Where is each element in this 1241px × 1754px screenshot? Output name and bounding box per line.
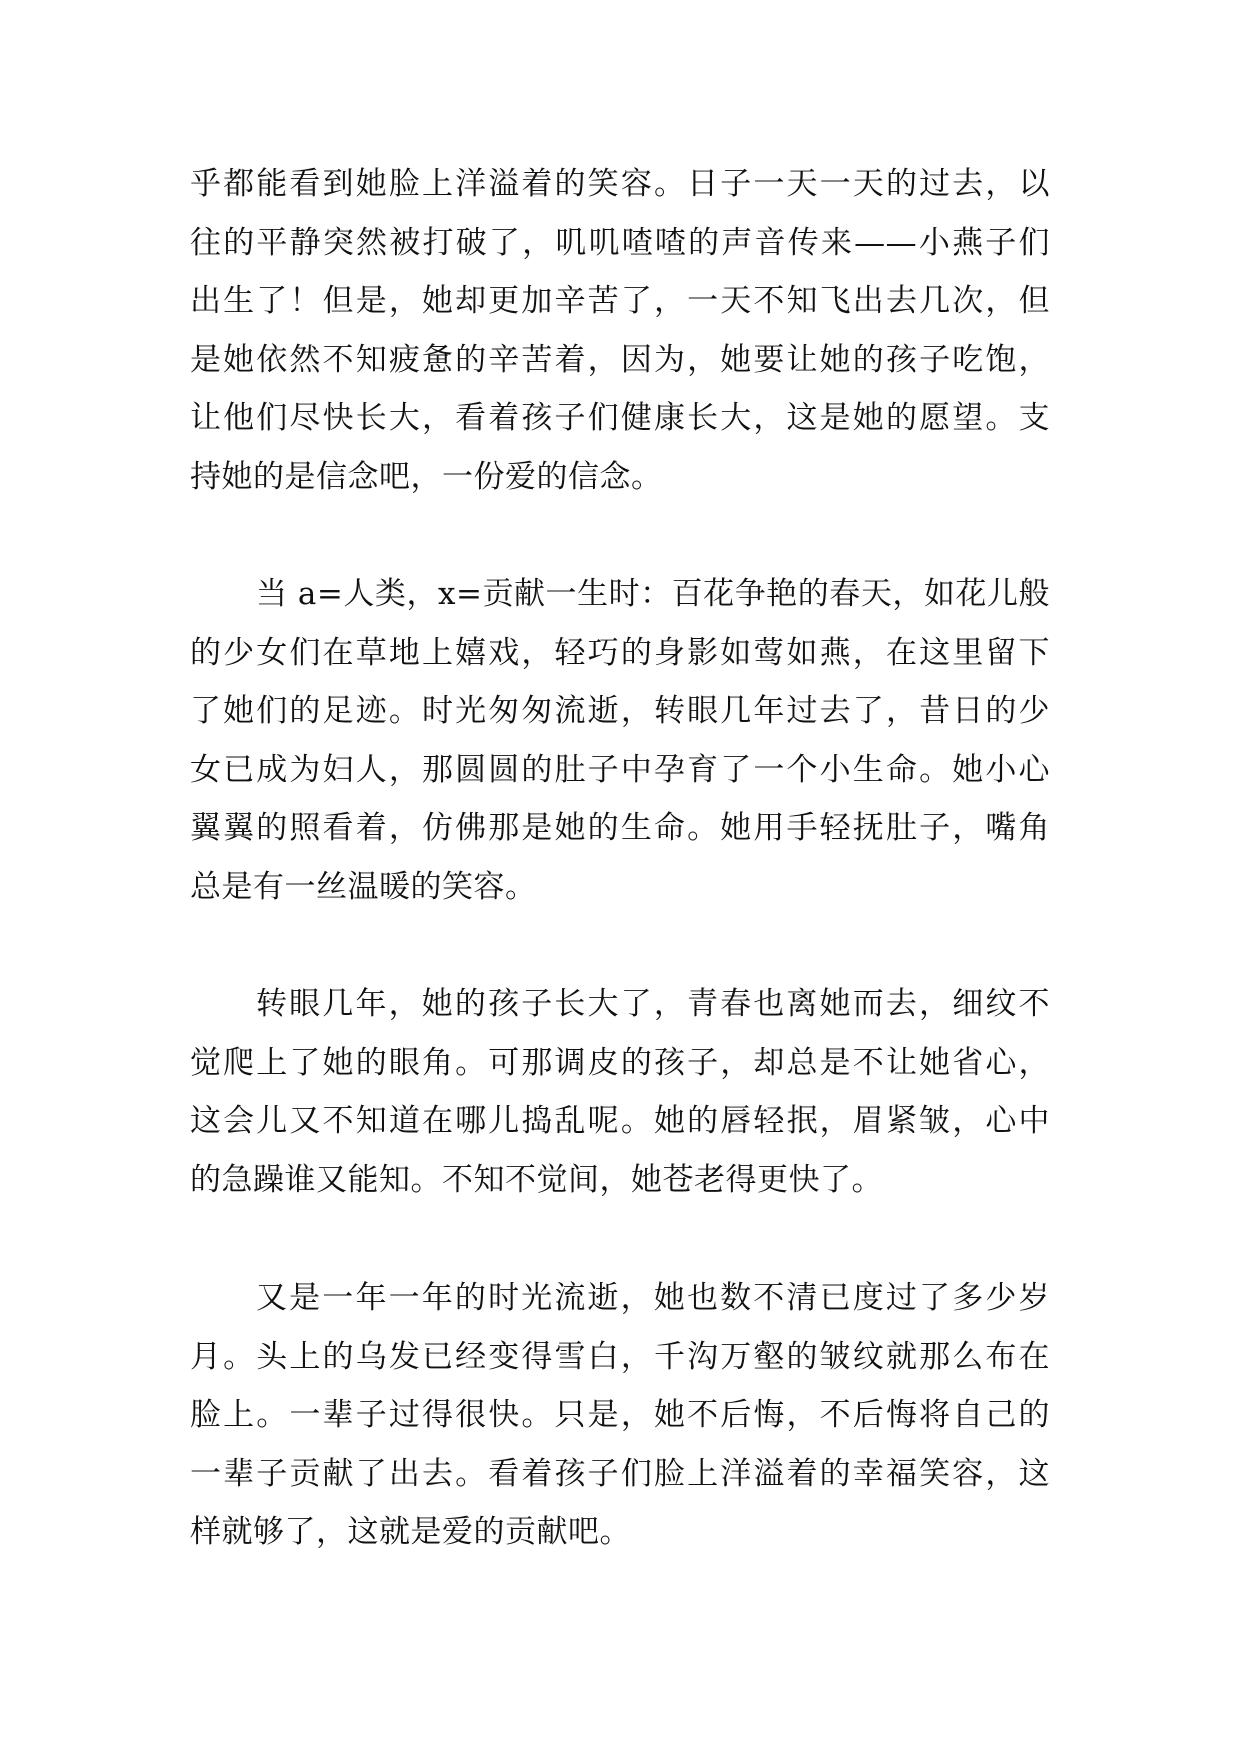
- text-line: 这会儿又不知道在哪儿捣乱呢。她的唇轻抿，眉紧皱，心中: [190, 1103, 1050, 1139]
- text-line: 觉爬上了她的眼角。可那调皮的孩子，却总是不让她省心，: [190, 1044, 1050, 1081]
- text-line: 的急躁谁又能知。不知不觉间，她苍老得更快了。: [190, 1161, 883, 1198]
- paragraph-3: [190, 975, 1050, 1209]
- text-line: 出生了！但是，她却更加辛苦了，一天不知飞出去几次，但: [190, 283, 1050, 319]
- text-line: 持她的是信念吧，一份爱的信念。: [190, 458, 663, 495]
- text-line: 脸上。一辈子过得很快。只是，她不后悔，不后悔将自己的: [190, 1397, 1050, 1433]
- text-line: 总是有一丝温暖的笑容。: [190, 868, 537, 905]
- text-line: 女已成为妇人，那圆圆的肚子中孕育了一个小生命。她小心: [190, 751, 1050, 788]
- paragraph-4: [190, 1269, 1050, 1562]
- text-line: 一辈子贡献了出去。看着孩子们脸上洋溢着的幸福笑容，这: [190, 1455, 1050, 1492]
- text-line: 月。头上的乌发已经变得雪白，千沟万壑的皱纹就那么布在: [190, 1338, 1050, 1375]
- text-line: 往的平静突然被打破了，叽叽喳喳的声音传来——小燕子们: [190, 224, 1050, 261]
- text-line: 是她依然不知疲惫的辛苦着，因为，她要让她的孩子吃饱，: [190, 341, 1050, 378]
- text-line: 转眼几年，她的孩子长大了，青春也离她而去，细纹不: [256, 986, 1050, 1022]
- text-line: 当 a=人类，x=贡献一生时：百花争艳的春天，如花儿般: [256, 576, 1050, 612]
- text-line: 乎都能看到她脸上洋溢着的笑容。日子一天一天的过去，以: [190, 166, 1050, 202]
- text-line: 的少女们在草地上嬉戏，轻巧的身影如莺如燕，在这里留下: [190, 634, 1050, 671]
- text-line: 翼翼的照看着，仿佛那是她的生命。她用手轻抚肚子，嘴角: [190, 810, 1050, 846]
- text-line: 又是一年一年的时光流逝，她也数不清已度过了多少岁: [256, 1280, 1050, 1316]
- text-line: 样就够了，这就是爱的贡献吧。: [190, 1514, 631, 1550]
- text-line: 了她们的足迹。时光匆匆流逝，转眼几年过去了，昔日的少: [190, 693, 1050, 729]
- paragraph-2: [190, 565, 1050, 916]
- text-line: 让他们尽快长大，看着孩子们健康长大，这是她的愿望。支: [190, 400, 1050, 436]
- paragraph-1: [190, 155, 1050, 506]
